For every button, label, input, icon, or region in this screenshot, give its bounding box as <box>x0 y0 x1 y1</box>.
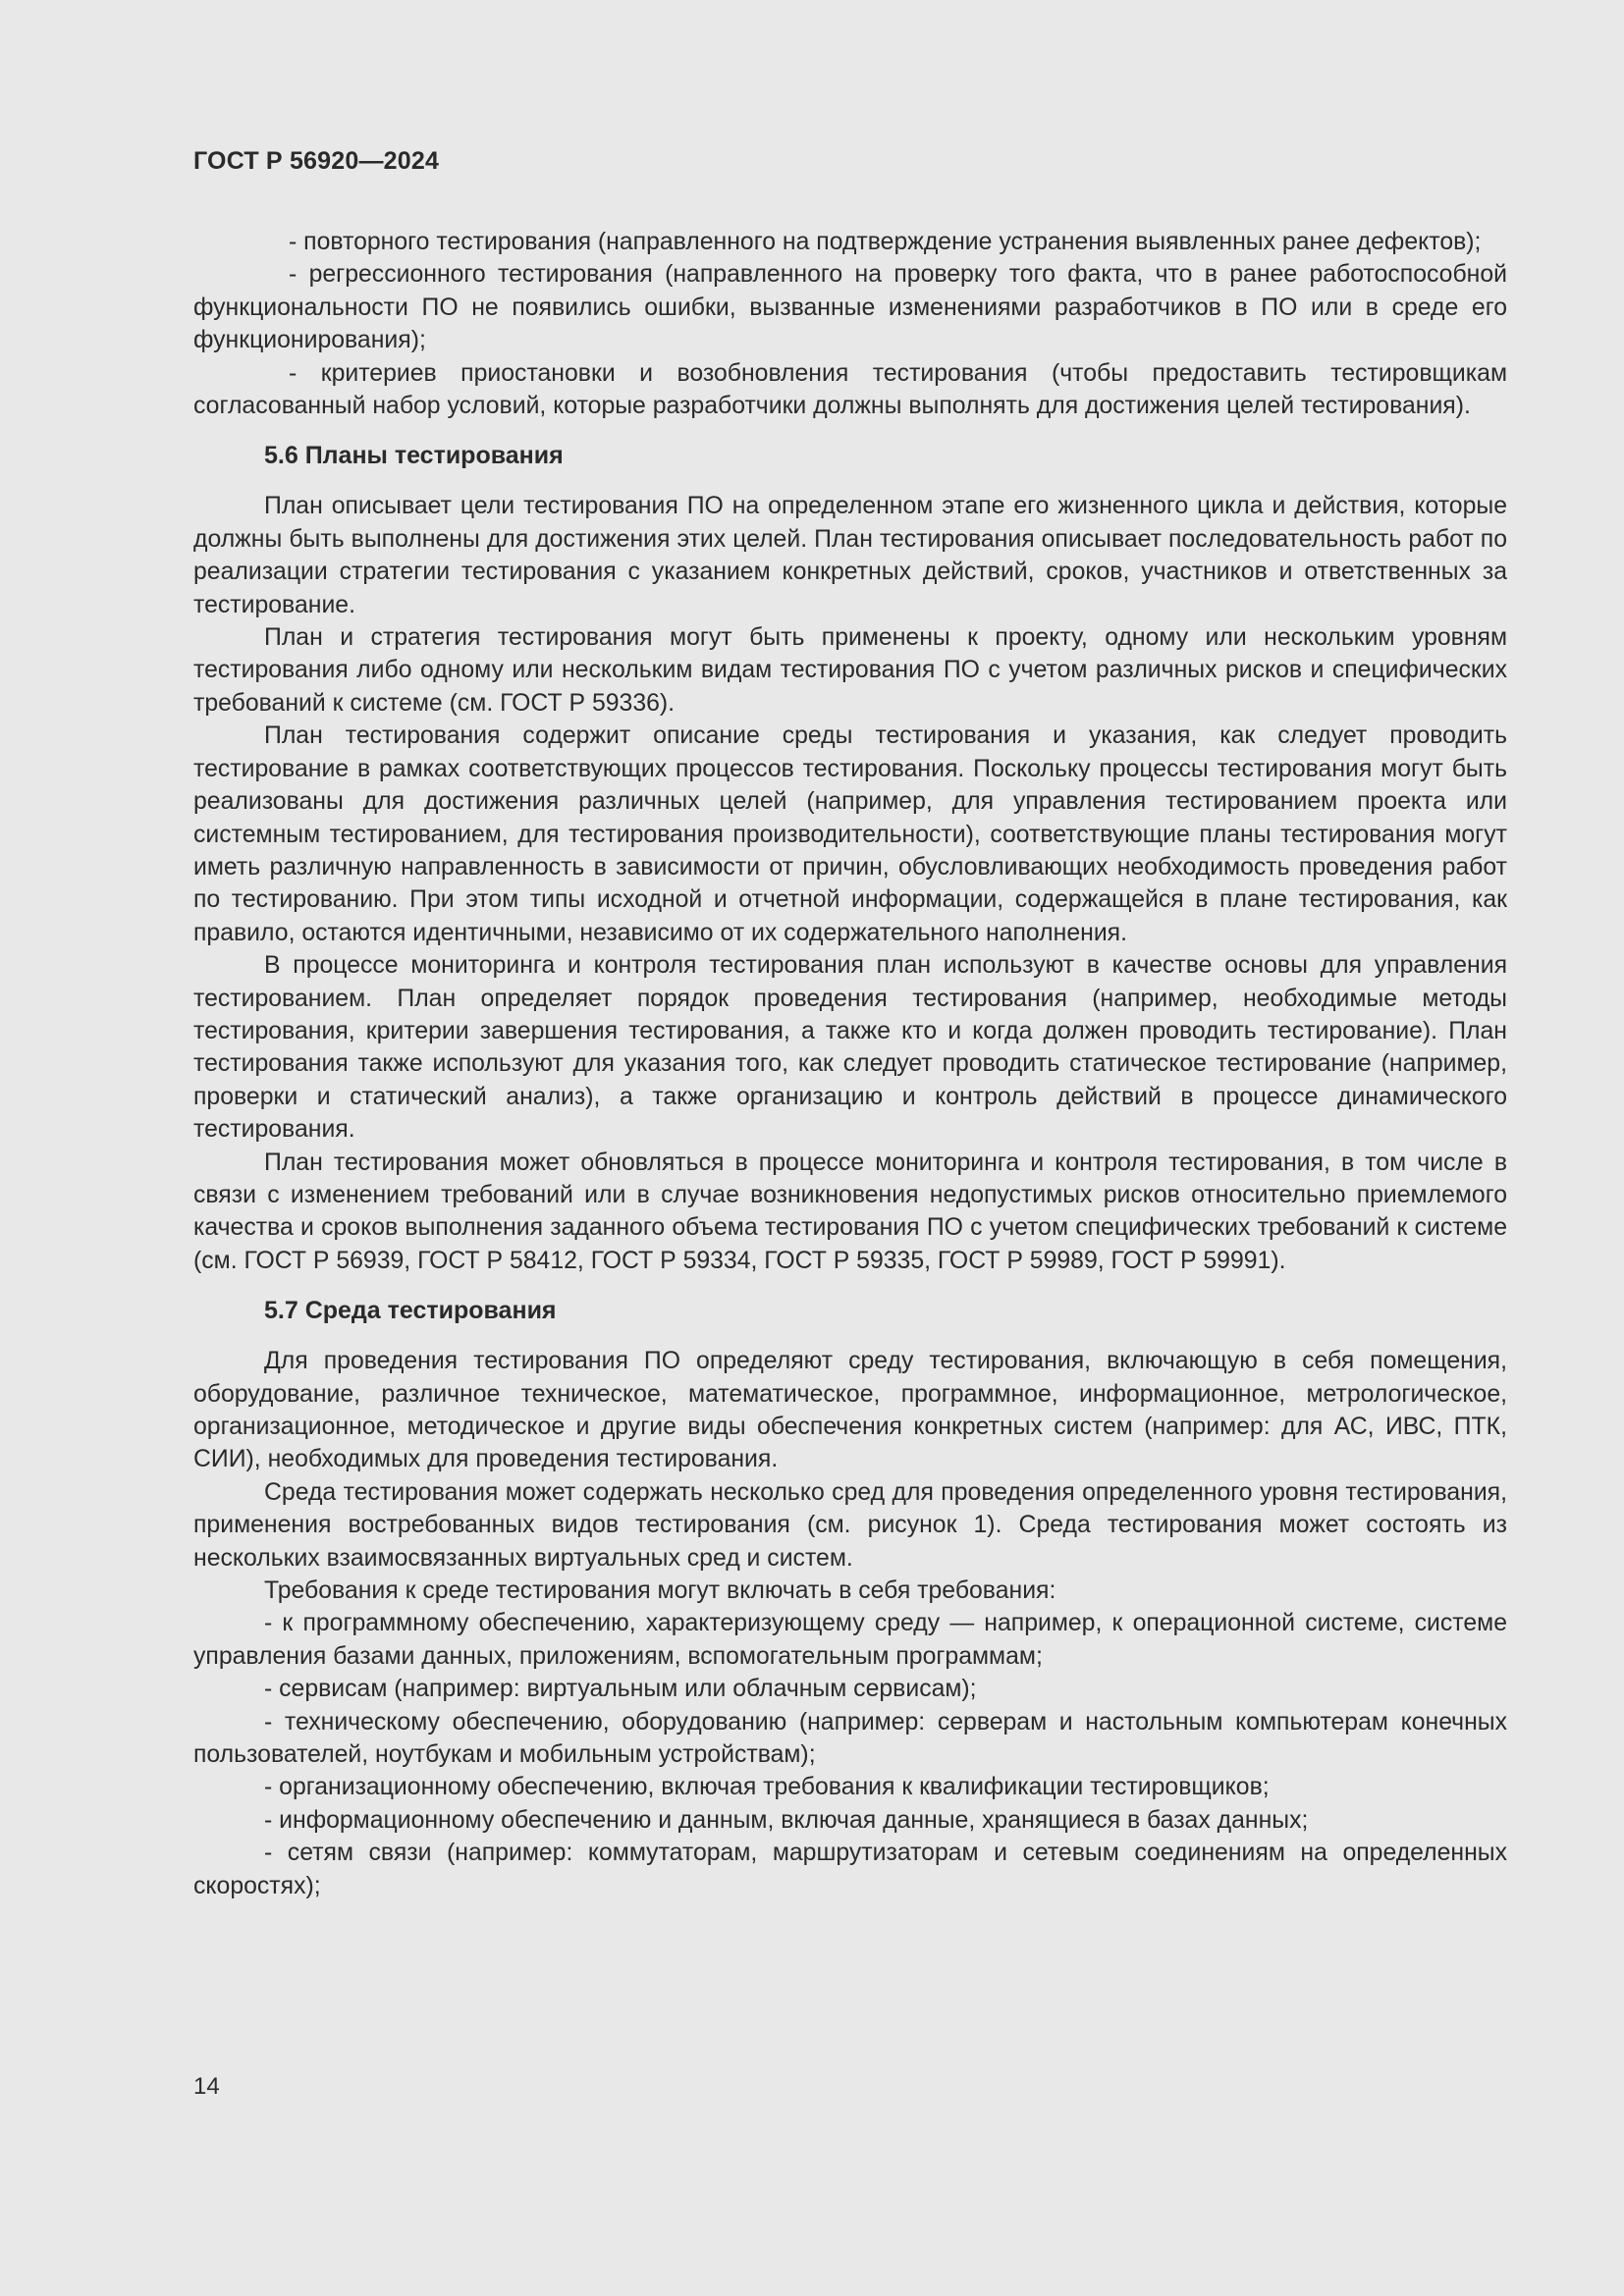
list-item: - повторного тестирования (направленного на подтверждение устранения выявленных ранее дефектов); <box>289 229 1482 255</box>
section-heading: 5.7 Среда тестирования <box>264 1297 557 1325</box>
list-item: - техническому обеспечению, оборудованию (например: серверам и настольным компьютерам конечных пользователей, ноутбукам и мобильным устройствам); <box>193 1708 1507 1769</box>
list-item: - критериев приостановки и возобновления тестирования (чтобы предоставить тестировщикам согласованный набор условий, которые разработчики должны выполнять для достижения целей тестирования). <box>193 359 1507 420</box>
section-heading: 5.6 Планы тестирования <box>264 442 564 470</box>
paragraph: План тестирования может обновляться в процессе мониторинга и контроля тестирования, в том числе в связи с изменением требований или в случае возникновения недопустимых рисков относительно приемлемого качества и сроков выполнения заданного объема тестирования ПО с учетом специфических требований к системе (см. ГОСТ Р 56939, ГОСТ Р 58412, ГОСТ Р 59334, ГОСТ Р 59335, ГОСТ Р 59989, ГОСТ Р 59991). <box>193 1148 1507 1274</box>
paragraph: Среда тестирования может содержать несколько сред для проведения определенного уровня тестирования, применения востребованных видов тестирования (см. рисунок 1). Среда тестирования может состоять из нескольких взаимосвязанных виртуальных сред и систем. <box>193 1478 1507 1572</box>
list-item: - организационному обеспечению, включая требования к квалификации тестировщиков; <box>264 1774 1270 1801</box>
list-item: - к программному обеспечению, характеризующему среду — например, к операционной системе, системе управления базами данных, приложениям, вспомогательным программам; <box>193 1610 1507 1670</box>
list-item: - сетям связи (например: коммутаторам, маршрутизаторам и сетевым соединениям на определенных скоростях); <box>193 1840 1507 1899</box>
paragraph: План описывает цели тестирования ПО на определенном этапе его жизненного цикла и действия, которые должны быть выполнены для достижения этих целей. План тестирования описывает последовательность работ по реализации стратегии тестирования с указанием конкретных действий, сроков, участников и ответственных за тестирование. <box>193 493 1507 618</box>
paragraph: В процессе мониторинга и контроля тестирования план используют в качестве основы для управления тестированием. План определяет порядок проведения тестирования (например, необходимые методы тестирования, критерии завершения тестирования, а также кто и когда должен проводить тестирование). План тестирования также используют для указания того, как следует проводить статическое тестирование (например, проверки и статический анализ), а также организацию и контроль действий в процессе динамического тестирования. <box>193 952 1507 1144</box>
paragraph: Для проведения тестирования ПО определяют среду тестирования, включающую в себя помещения, оборудование, различное техническое, математическое, программное, информационное, метрологическое, организационное, методическое и другие виды обеспечения конкретных систем (например: для АС, ИВС, ПТК, СИИ), необходимых для проведения тестирования. <box>193 1348 1507 1473</box>
paragraph: Требования к среде тестирования могут включать в себя требования: <box>264 1577 1056 1605</box>
document-body <box>193 226 1507 1902</box>
paragraph: План тестирования содержит описание среды тестирования и указания, как следует проводить тестирование в рамках соответствующих процессов тестирования. Поскольку процессы тестирования могут быть реализованы для достижения различных целей (например, для управления тестированием проекта или системным тестированием, для тестирования производительности), соответствующие планы тестирования могут иметь различную направленность в зависимости от причин, обусловливающих необходимость проведения работ по тестированию. При этом типы исходной и отчетной информации, содержащейся в плане тестирования, как правило, остаются идентичными, независимо от их содержательного наполнения. <box>193 722 1507 946</box>
list-item: - информационному обеспечению и данным, включая данные, хранящиеся в базах данных; <box>264 1806 1309 1834</box>
paragraph: План и стратегия тестирования могут быть применены к проекту, одному или нескольким уровням тестирования либо одному или нескольким видам тестирования ПО с учетом различных рисков и специфических требований к системе (см. ГОСТ Р 59336). <box>193 624 1507 717</box>
list-item: - регрессионного тестирования (направленного на проверку того факта, что в ранее работоспособной функциональности ПО не появились ошибки, вызванные изменениями разработчиков в ПО или в среде его функционирования); <box>193 261 1507 354</box>
page-number: 14 <box>193 2073 220 2100</box>
list-item: - сервисам (например: виртуальным или облачным сервисам); <box>264 1676 977 1703</box>
document-header: ГОСТ Р 56920—2024 <box>193 147 440 175</box>
